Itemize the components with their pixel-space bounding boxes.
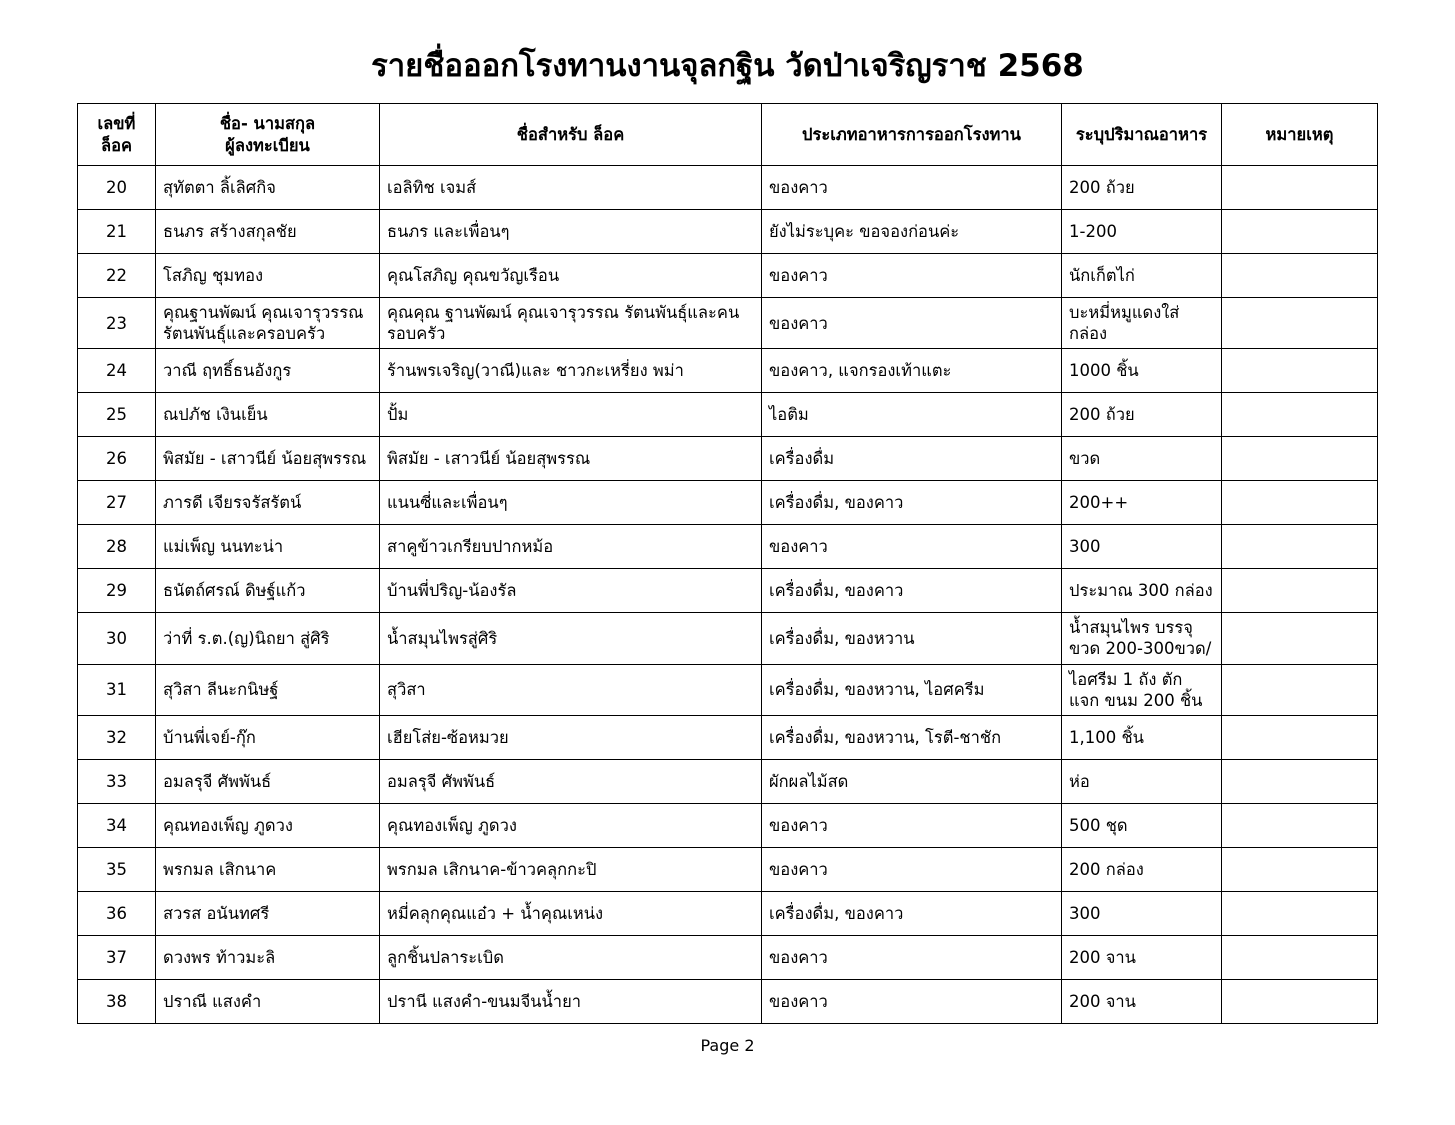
cell-lock-display-name: น้ำสมุนไพรสู่ศิริ	[380, 613, 762, 664]
cell-quantity: 200 ถ้วย	[1062, 166, 1222, 210]
cell-lock-number: 27	[78, 481, 156, 525]
column-header-registrant-name-line2: ผู้ลงทะเบียน	[225, 135, 310, 155]
cell-lock-number: 35	[78, 847, 156, 891]
cell-quantity: 300	[1062, 891, 1222, 935]
cell-quantity: 1-200	[1062, 210, 1222, 254]
cell-note	[1222, 393, 1378, 437]
cell-quantity: 1,100 ชิ้น	[1062, 715, 1222, 759]
cell-note	[1222, 298, 1378, 349]
cell-lock-number: 31	[78, 664, 156, 715]
cell-lock-number: 33	[78, 759, 156, 803]
cell-note	[1222, 210, 1378, 254]
cell-food-type: เครื่องดื่ม, ของคาว	[762, 891, 1062, 935]
table-row	[78, 715, 1378, 759]
table-row	[78, 166, 1378, 210]
cell-lock-number: 30	[78, 613, 156, 664]
cell-registrant-name: พรกมล เสิกนาค	[156, 847, 380, 891]
cell-registrant-name: สวรส อนันทศรี	[156, 891, 380, 935]
cell-quantity: 1000 ชิ้น	[1062, 349, 1222, 393]
column-header-lock-display-name: ชื่อสำหรับ ล็อค	[380, 104, 762, 166]
cell-lock-display-name: ปรานี แสงคำ-ขนมจีนน้ำยา	[380, 979, 762, 1023]
cell-lock-number: 29	[78, 569, 156, 613]
cell-food-type: ของคาว, แจกรองเท้าแตะ	[762, 349, 1062, 393]
cell-quantity: น้ำสมุนไพร บรรจุขวด 200-300ขวด/	[1062, 613, 1222, 664]
cell-lock-number: 26	[78, 437, 156, 481]
cell-registrant-name: คุณทองเพ็ญ ภูดวง	[156, 803, 380, 847]
cell-quantity: 500 ชุด	[1062, 803, 1222, 847]
cell-food-type: เครื่องดื่ม, ของหวาน, โรตี-ชาชัก	[762, 715, 1062, 759]
cell-food-type: ของคาว	[762, 254, 1062, 298]
table-body	[78, 166, 1378, 1024]
cell-lock-display-name: เฮียโส่ย-ซ้อหมวย	[380, 715, 762, 759]
table-row	[78, 664, 1378, 715]
cell-lock-number: 25	[78, 393, 156, 437]
cell-lock-number: 22	[78, 254, 156, 298]
cell-lock-display-name: คุณคุณ ฐานพัฒน์ คุณเจารุวรรณ รัตนพันธุ์และคนรอบครัว	[380, 298, 762, 349]
cell-note	[1222, 847, 1378, 891]
cell-lock-display-name: ร้านพรเจริญ(วาณี)และ ชาวกะเหรี่ยง พม่า	[380, 349, 762, 393]
cell-lock-number: 23	[78, 298, 156, 349]
cell-note	[1222, 254, 1378, 298]
page-number-footer: Page 2	[700, 1035, 755, 1055]
column-header-food-type: ประเภทอาหารการออกโรงทาน	[762, 104, 1062, 166]
cell-lock-number: 21	[78, 210, 156, 254]
cell-quantity: ประมาณ 300 กล่อง	[1062, 569, 1222, 613]
cell-lock-display-name: แนนซี่และเพื่อนๆ	[380, 481, 762, 525]
cell-food-type: ของคาว	[762, 166, 1062, 210]
table-row	[78, 979, 1378, 1023]
cell-note	[1222, 935, 1378, 979]
cell-lock-display-name: สุวิสา	[380, 664, 762, 715]
cell-registrant-name: ดวงพร ท้าวมะลิ	[156, 935, 380, 979]
cell-lock-number: 37	[78, 935, 156, 979]
cell-note	[1222, 664, 1378, 715]
page-title: รายชื่อออกโรงทานงานจุลกฐิน วัดป่าเจริญราช 2568	[371, 48, 1084, 84]
cell-registrant-name: ณปภัช เงินเย็น	[156, 393, 380, 437]
column-header-registrant-name	[156, 104, 380, 166]
table-row	[78, 210, 1378, 254]
cell-registrant-name: วาณี ฤทธิ์ธนอังกูร	[156, 349, 380, 393]
cell-registrant-name: อมลรุจี ศัพพันธ์	[156, 759, 380, 803]
column-header-lock-number	[78, 104, 156, 166]
table-row	[78, 569, 1378, 613]
table-row	[78, 613, 1378, 664]
cell-quantity: นักเก็ตไก่	[1062, 254, 1222, 298]
table-row	[78, 437, 1378, 481]
cell-registrant-name: ภารดี เจียรจรัสรัตน์	[156, 481, 380, 525]
table-row	[78, 349, 1378, 393]
cell-registrant-name: โสภิญ ชุมทอง	[156, 254, 380, 298]
cell-food-type: ไอติม	[762, 393, 1062, 437]
cell-note	[1222, 759, 1378, 803]
cell-lock-number: 24	[78, 349, 156, 393]
cell-registrant-name: ปราณี แสงคำ	[156, 979, 380, 1023]
cell-lock-number: 38	[78, 979, 156, 1023]
column-header-quantity: ระบุปริมาณอาหาร	[1062, 104, 1222, 166]
cell-registrant-name: สุทัตตา ลิ้เลิศกิจ	[156, 166, 380, 210]
cell-food-type: เครื่องดื่ม	[762, 437, 1062, 481]
cell-quantity: ขวด	[1062, 437, 1222, 481]
cell-quantity: ไอศรีม 1 ถัง ตัก แจก ขนม 200 ชิ้น	[1062, 664, 1222, 715]
registration-table	[77, 103, 1378, 1024]
cell-quantity: 200 จาน	[1062, 979, 1222, 1023]
cell-note	[1222, 715, 1378, 759]
cell-lock-display-name: ปั้ม	[380, 393, 762, 437]
cell-lock-number: 36	[78, 891, 156, 935]
cell-note	[1222, 166, 1378, 210]
cell-registrant-name: ว่าที่ ร.ต.(ญ)นิถยา สู่ศิริ	[156, 613, 380, 664]
cell-registrant-name: คุณฐานพัฒน์ คุณเจารุวรรณ รัตนพันธุ์และครอบครัว	[156, 298, 380, 349]
table-row	[78, 759, 1378, 803]
cell-lock-number: 28	[78, 525, 156, 569]
cell-food-type: ของคาว	[762, 803, 1062, 847]
cell-lock-display-name: อมลรุจี ศัพพันธ์	[380, 759, 762, 803]
cell-note	[1222, 979, 1378, 1023]
table-row	[78, 298, 1378, 349]
cell-registrant-name: ธนภร สร้างสกุลชัย	[156, 210, 380, 254]
cell-food-type: ของคาว	[762, 525, 1062, 569]
table-row	[78, 254, 1378, 298]
cell-registrant-name: ธนัตถ์ศรณ์ ดิษฐ์แก้ว	[156, 569, 380, 613]
table-row	[78, 847, 1378, 891]
cell-quantity: 200++	[1062, 481, 1222, 525]
cell-food-type: ของคาว	[762, 847, 1062, 891]
table-header	[78, 104, 1378, 166]
cell-note	[1222, 437, 1378, 481]
cell-lock-display-name: ลูกชิ้นปลาระเบิด	[380, 935, 762, 979]
table-row	[78, 525, 1378, 569]
table-row	[78, 481, 1378, 525]
cell-note	[1222, 481, 1378, 525]
cell-registrant-name: บ้านพี่เจย์-กุ๊ก	[156, 715, 380, 759]
cell-food-type: ยังไม่ระบุคะ ขอจองก่อนค่ะ	[762, 210, 1062, 254]
cell-note	[1222, 613, 1378, 664]
cell-lock-display-name: สาคูข้าวเกรียบปากหม้อ	[380, 525, 762, 569]
table-row	[78, 393, 1378, 437]
cell-quantity: บะหมี่หมูแดงใส่กล่อง	[1062, 298, 1222, 349]
cell-lock-display-name: บ้านพี่ปริญ-น้องรัล	[380, 569, 762, 613]
table-row	[78, 891, 1378, 935]
cell-food-type: เครื่องดื่ม, ของคาว	[762, 481, 1062, 525]
cell-lock-number: 20	[78, 166, 156, 210]
cell-food-type: ผักผลไม้สด	[762, 759, 1062, 803]
cell-registrant-name: แม่เพ็ญ นนทะน่า	[156, 525, 380, 569]
cell-quantity: 200 ถ้วย	[1062, 393, 1222, 437]
cell-note	[1222, 569, 1378, 613]
cell-quantity: ห่อ	[1062, 759, 1222, 803]
cell-note	[1222, 891, 1378, 935]
table-row	[78, 935, 1378, 979]
cell-registrant-name: สุวิสา ลีนะกนิษฐ์	[156, 664, 380, 715]
cell-food-type: ของคาว	[762, 979, 1062, 1023]
column-header-lock-number-line1: เลขที่	[97, 114, 136, 134]
cell-quantity: 200 จาน	[1062, 935, 1222, 979]
cell-lock-display-name: คุณทองเพ็ญ ภูดวง	[380, 803, 762, 847]
cell-food-type: เครื่องดื่ม, ของคาว	[762, 569, 1062, 613]
cell-food-type: เครื่องดื่ม, ของหวาน, ไอศครีม	[762, 664, 1062, 715]
cell-lock-display-name: ธนภร และเพื่อนๆ	[380, 210, 762, 254]
cell-food-type: เครื่องดื่ม, ของหวาน	[762, 613, 1062, 664]
cell-lock-display-name: เอลิทิช เจมส์	[380, 166, 762, 210]
cell-lock-display-name: พรกมล เสิกนาค-ข้าวคลุกกะปิ	[380, 847, 762, 891]
cell-food-type: ของคาว	[762, 298, 1062, 349]
cell-lock-number: 32	[78, 715, 156, 759]
column-header-lock-number-line2: ล็อค	[100, 135, 133, 155]
cell-quantity: 200 กล่อง	[1062, 847, 1222, 891]
cell-food-type: ของคาว	[762, 935, 1062, 979]
cell-note	[1222, 803, 1378, 847]
column-header-registrant-name-line1: ชื่อ- นามสกุล	[219, 114, 316, 134]
column-header-note: หมายเหตุ	[1222, 104, 1378, 166]
cell-lock-display-name: คุณโสภิญ คุณขวัญเรือน	[380, 254, 762, 298]
cell-note	[1222, 525, 1378, 569]
cell-quantity: 300	[1062, 525, 1222, 569]
cell-note	[1222, 349, 1378, 393]
cell-registrant-name: พิสมัย - เสาวนีย์ น้อยสุพรรณ	[156, 437, 380, 481]
cell-lock-display-name: หมี่คลุกคุณแอ๋ว + น้ำคุณเหน่ง	[380, 891, 762, 935]
cell-lock-display-name: พิสมัย - เสาวนีย์ น้อยสุพรรณ	[380, 437, 762, 481]
table-row	[78, 803, 1378, 847]
table-header-row	[78, 104, 1378, 166]
cell-lock-number: 34	[78, 803, 156, 847]
